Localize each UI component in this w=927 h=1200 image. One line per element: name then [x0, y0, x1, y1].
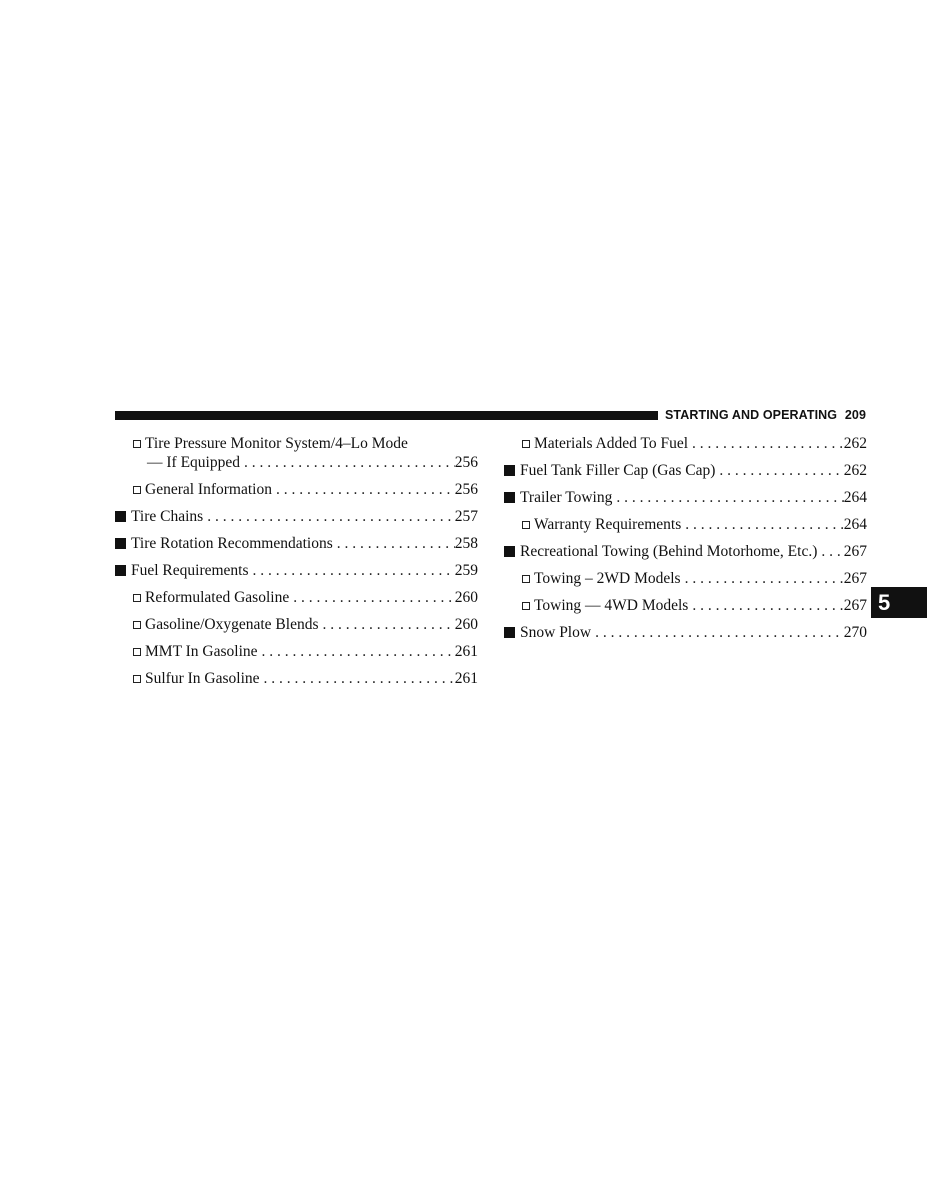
section-title: STARTING AND OPERATING [665, 408, 838, 422]
toc-entry-title: Fuel Requirements [131, 562, 249, 579]
toc-entry[interactable] [115, 480, 478, 499]
toc-entry[interactable] [115, 615, 478, 634]
toc-entry[interactable] [115, 534, 478, 553]
toc-entry-title-continued: — If Equipped [147, 454, 240, 471]
toc-entry-title: General Information [145, 481, 272, 498]
toc-entry[interactable] [504, 542, 867, 561]
toc-entry-page: 262 [843, 435, 867, 452]
toc-entry-page: 256 [454, 481, 478, 498]
toc-entry-title: Tire Rotation Recommendations [131, 535, 333, 552]
dot-leader [591, 623, 844, 642]
hollow-square-bullet-icon [133, 621, 141, 629]
toc-entry[interactable] [504, 461, 867, 480]
toc-entry[interactable] [115, 507, 478, 526]
toc-entry-title: Tire Pressure Monitor System/4–Lo Mode [145, 435, 408, 452]
toc-entry-page: 258 [454, 535, 478, 552]
toc-entry-page: 267 [843, 543, 867, 560]
hollow-square-bullet-icon [133, 648, 141, 656]
toc-entry[interactable] [504, 434, 867, 453]
toc-entry[interactable] [115, 434, 478, 472]
toc-entry-title: Towing — 4WD Models [534, 597, 689, 614]
dot-leader [681, 515, 844, 534]
hollow-square-bullet-icon [522, 440, 530, 448]
dot-leader [240, 453, 455, 472]
toc-entry-title: Tire Chains [131, 508, 204, 525]
toc-entry-page: 267 [843, 570, 867, 587]
dot-leader [715, 461, 843, 480]
toc-entry[interactable] [504, 569, 867, 588]
toc-entry[interactable] [115, 669, 478, 688]
toc-entry-page: 260 [454, 616, 478, 633]
filled-square-bullet-icon [115, 538, 126, 549]
toc-entry-page: 264 [843, 489, 867, 506]
dot-leader [681, 569, 844, 588]
page-number: 209 [844, 408, 866, 422]
dot-leader [817, 542, 843, 561]
toc-entry-title: MMT In Gasoline [145, 643, 258, 660]
hollow-square-bullet-icon [522, 602, 530, 610]
toc-entry-title: Sulfur In Gasoline [145, 670, 260, 687]
filled-square-bullet-icon [504, 546, 515, 557]
dot-leader [272, 480, 455, 499]
toc-entry-title: Recreational Towing (Behind Motorhome, Etc.) [520, 543, 818, 560]
toc-entry-title: Fuel Tank Filler Cap (Gas Cap) [520, 462, 716, 479]
toc-entry[interactable] [504, 596, 867, 615]
running-header [665, 408, 866, 422]
toc-entry-page: 270 [843, 624, 867, 641]
hollow-square-bullet-icon [133, 594, 141, 602]
filled-square-bullet-icon [504, 465, 515, 476]
toc-entry[interactable] [115, 561, 478, 580]
header-rule [115, 411, 658, 420]
toc-entry-title: Materials Added To Fuel [534, 435, 689, 452]
dot-leader [203, 507, 455, 526]
toc-entry-page: 257 [454, 508, 478, 525]
toc-entry-title: Towing – 2WD Models [534, 570, 681, 587]
toc-entry[interactable] [115, 588, 478, 607]
toc-entry-title: Warranty Requirements [534, 516, 682, 533]
filled-square-bullet-icon [115, 565, 126, 576]
toc-entry-page: 262 [843, 462, 867, 479]
toc-entry-page: 267 [843, 597, 867, 614]
toc-entry-page: 260 [454, 589, 478, 606]
toc-entry-page: 256 [454, 454, 478, 471]
hollow-square-bullet-icon [133, 675, 141, 683]
toc-entry[interactable] [115, 642, 478, 661]
toc-entry-title: Reformulated Gasoline [145, 589, 290, 606]
toc-entry-title: Snow Plow [520, 624, 592, 641]
dot-leader [258, 642, 455, 661]
toc-entry[interactable] [504, 623, 867, 642]
hollow-square-bullet-icon [133, 440, 141, 448]
dot-leader [688, 434, 844, 453]
dot-leader [260, 669, 455, 688]
toc-entry-page: 264 [843, 516, 867, 533]
toc-entry-title: Gasoline/Oxygenate Blends [145, 616, 319, 633]
dot-leader [333, 534, 455, 553]
hollow-square-bullet-icon [522, 575, 530, 583]
toc-entry-page: 259 [454, 562, 478, 579]
dot-leader [612, 488, 843, 507]
chapter-tab[interactable]: 5 [871, 587, 927, 618]
toc-entry-page: 261 [454, 670, 478, 687]
dot-leader [688, 596, 843, 615]
toc-entry-title: Trailer Towing [520, 489, 613, 506]
filled-square-bullet-icon [504, 627, 515, 638]
toc-entry[interactable] [504, 515, 867, 534]
dot-leader [249, 561, 455, 580]
dot-leader [318, 615, 454, 634]
filled-square-bullet-icon [115, 511, 126, 522]
dot-leader [289, 588, 455, 607]
hollow-square-bullet-icon [133, 486, 141, 494]
toc-entry[interactable] [504, 488, 867, 507]
filled-square-bullet-icon [504, 492, 515, 503]
toc-entry-page: 261 [454, 643, 478, 660]
hollow-square-bullet-icon [522, 521, 530, 529]
